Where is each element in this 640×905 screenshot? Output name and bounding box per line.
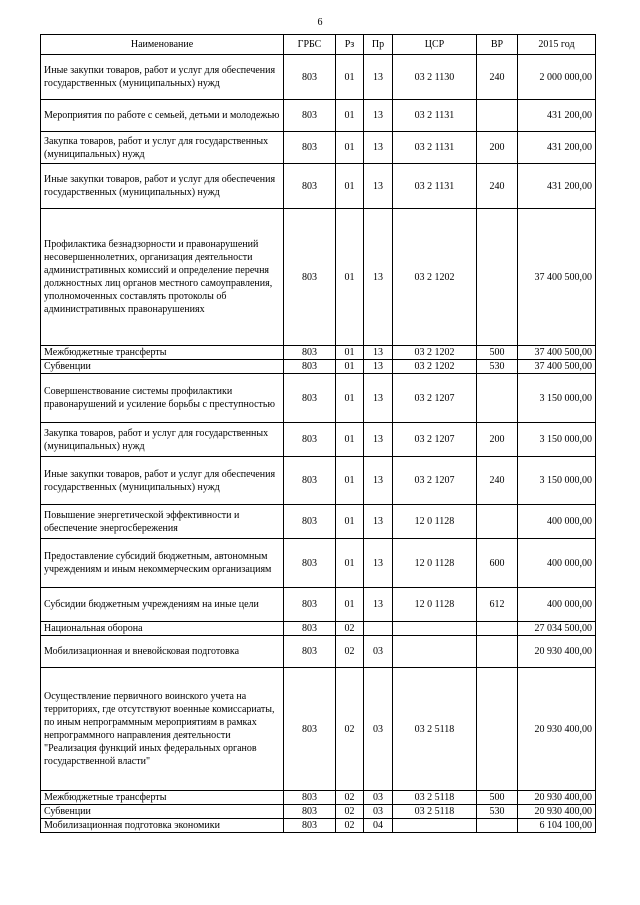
cell-grbs: 803 — [284, 374, 336, 423]
cell-amount: 37 400 500,00 — [518, 346, 596, 360]
cell-rz: 01 — [336, 164, 364, 209]
cell-name: Осуществление первичного воинского учета на территориях, где отсутствуют военные комиссариаты, по иным непрограммным мероприятиям в рамках непрограммного направления деятельности "Реализация функций иных федеральных органов государственной власти" — [41, 668, 284, 791]
cell-amount: 6 104 100,00 — [518, 819, 596, 833]
cell-amount: 3 150 000,00 — [518, 374, 596, 423]
cell-csr: 03 2 5118 — [393, 805, 477, 819]
cell-rz: 01 — [336, 423, 364, 457]
cell-name: Мероприятия по работе с семьей, детьми и молодежью — [41, 100, 284, 132]
cell-name: Межбюджетные трансферты — [41, 791, 284, 805]
cell-vr: 240 — [477, 55, 518, 100]
cell-name: Мобилизационная подготовка экономики — [41, 819, 284, 833]
table-header-row — [41, 35, 596, 55]
header-year: 2015 год — [518, 35, 596, 55]
cell-vr — [477, 374, 518, 423]
cell-csr: 03 2 5118 — [393, 668, 477, 791]
cell-amount: 20 930 400,00 — [518, 805, 596, 819]
cell-name: Субвенции — [41, 360, 284, 374]
page-number: 6 — [317, 17, 323, 28]
cell-amount: 400 000,00 — [518, 539, 596, 588]
cell-grbs: 803 — [284, 209, 336, 346]
cell-name: Иные закупки товаров, работ и услуг для обеспечения государственных (муниципальных) нужд — [41, 164, 284, 209]
table-row — [41, 457, 596, 505]
cell-csr — [393, 819, 477, 833]
cell-pr: 13 — [364, 55, 393, 100]
cell-vr — [477, 505, 518, 539]
cell-pr: 13 — [364, 539, 393, 588]
cell-vr: 240 — [477, 457, 518, 505]
table-row — [41, 805, 596, 819]
table-row — [41, 668, 596, 791]
cell-pr: 13 — [364, 164, 393, 209]
cell-name: Совершенствование системы профилактики правонарушений и усиление борьбы с преступностью — [41, 374, 284, 423]
cell-vr: 530 — [477, 360, 518, 374]
cell-vr: 240 — [477, 164, 518, 209]
table-row — [41, 539, 596, 588]
cell-csr: 03 2 1131 — [393, 100, 477, 132]
header-csr: ЦСР — [393, 35, 477, 55]
cell-grbs: 803 — [284, 360, 336, 374]
cell-vr: 612 — [477, 588, 518, 622]
cell-csr: 03 2 5118 — [393, 791, 477, 805]
table-row — [41, 164, 596, 209]
header-pr: Пр — [364, 35, 393, 55]
cell-amount: 431 200,00 — [518, 132, 596, 164]
cell-amount: 3 150 000,00 — [518, 457, 596, 505]
cell-grbs: 803 — [284, 539, 336, 588]
cell-rz: 01 — [336, 55, 364, 100]
cell-pr: 03 — [364, 805, 393, 819]
cell-grbs: 803 — [284, 505, 336, 539]
header-grbs: ГРБС — [284, 35, 336, 55]
table-row — [41, 360, 596, 374]
cell-rz: 01 — [336, 132, 364, 164]
cell-csr — [393, 622, 477, 636]
cell-pr: 03 — [364, 791, 393, 805]
cell-amount: 37 400 500,00 — [518, 209, 596, 346]
table-row — [41, 505, 596, 539]
cell-pr — [364, 622, 393, 636]
cell-pr: 13 — [364, 374, 393, 423]
cell-rz: 02 — [336, 636, 364, 668]
cell-vr: 500 — [477, 346, 518, 360]
cell-grbs: 803 — [284, 100, 336, 132]
cell-rz: 02 — [336, 819, 364, 833]
cell-grbs: 803 — [284, 55, 336, 100]
cell-vr — [477, 209, 518, 346]
cell-pr: 13 — [364, 457, 393, 505]
cell-amount: 2 000 000,00 — [518, 55, 596, 100]
cell-csr: 12 0 1128 — [393, 588, 477, 622]
cell-grbs: 803 — [284, 164, 336, 209]
table-row — [41, 791, 596, 805]
table-row — [41, 636, 596, 668]
cell-amount: 431 200,00 — [518, 164, 596, 209]
cell-amount: 20 930 400,00 — [518, 668, 596, 791]
cell-vr: 500 — [477, 791, 518, 805]
budget-table — [40, 34, 596, 833]
table-row — [41, 55, 596, 100]
cell-pr: 13 — [364, 346, 393, 360]
header-name: Наименование — [41, 35, 284, 55]
cell-amount: 20 930 400,00 — [518, 636, 596, 668]
cell-rz: 02 — [336, 622, 364, 636]
cell-csr: 03 2 1202 — [393, 209, 477, 346]
cell-name: Межбюджетные трансферты — [41, 346, 284, 360]
cell-rz: 01 — [336, 209, 364, 346]
cell-amount: 20 930 400,00 — [518, 791, 596, 805]
cell-pr: 13 — [364, 132, 393, 164]
cell-vr: 600 — [477, 539, 518, 588]
cell-vr — [477, 636, 518, 668]
table-row — [41, 588, 596, 622]
cell-pr: 03 — [364, 668, 393, 791]
cell-vr — [477, 100, 518, 132]
cell-csr: 03 2 1202 — [393, 360, 477, 374]
cell-amount: 3 150 000,00 — [518, 423, 596, 457]
cell-rz: 02 — [336, 791, 364, 805]
table-row — [41, 819, 596, 833]
cell-grbs: 803 — [284, 805, 336, 819]
cell-name: Мобилизационная и вневойсковая подготовка — [41, 636, 284, 668]
cell-pr: 13 — [364, 360, 393, 374]
cell-vr — [477, 819, 518, 833]
cell-csr: 03 2 1131 — [393, 164, 477, 209]
cell-csr: 03 2 1207 — [393, 457, 477, 505]
cell-grbs: 803 — [284, 668, 336, 791]
cell-vr: 200 — [477, 132, 518, 164]
cell-rz: 01 — [336, 505, 364, 539]
cell-rz: 01 — [336, 457, 364, 505]
cell-csr: 12 0 1128 — [393, 505, 477, 539]
cell-rz: 01 — [336, 360, 364, 374]
cell-name: Иные закупки товаров, работ и услуг для обеспечения государственных (муниципальных) нужд — [41, 457, 284, 505]
cell-csr — [393, 636, 477, 668]
cell-rz: 01 — [336, 588, 364, 622]
cell-rz: 01 — [336, 346, 364, 360]
cell-amount: 27 034 500,00 — [518, 622, 596, 636]
cell-vr — [477, 668, 518, 791]
cell-pr: 13 — [364, 423, 393, 457]
cell-pr: 13 — [364, 100, 393, 132]
cell-csr: 12 0 1128 — [393, 539, 477, 588]
cell-csr: 03 2 1207 — [393, 374, 477, 423]
cell-name: Предоставление субсидий бюджетным, автономным учреждениям и иным некоммерческим организациям — [41, 539, 284, 588]
table-row — [41, 423, 596, 457]
cell-pr: 03 — [364, 636, 393, 668]
cell-csr: 03 2 1202 — [393, 346, 477, 360]
cell-grbs: 803 — [284, 791, 336, 805]
cell-amount: 431 200,00 — [518, 100, 596, 132]
cell-name: Повышение энергетической эффективности и обеспечение энергосбережения — [41, 505, 284, 539]
cell-csr: 03 2 1131 — [393, 132, 477, 164]
cell-name: Субвенции — [41, 805, 284, 819]
cell-name: Закупка товаров, работ и услуг для государственных (муниципальных) нужд — [41, 423, 284, 457]
cell-amount: 400 000,00 — [518, 588, 596, 622]
table-row — [41, 346, 596, 360]
cell-rz: 01 — [336, 374, 364, 423]
cell-name: Иные закупки товаров, работ и услуг для обеспечения государственных (муниципальных) нужд — [41, 55, 284, 100]
header-vr: ВР — [477, 35, 518, 55]
cell-grbs: 803 — [284, 588, 336, 622]
cell-rz: 02 — [336, 668, 364, 791]
cell-pr: 04 — [364, 819, 393, 833]
cell-pr: 13 — [364, 505, 393, 539]
cell-grbs: 803 — [284, 132, 336, 164]
table-row — [41, 100, 596, 132]
cell-rz: 02 — [336, 805, 364, 819]
cell-pr: 13 — [364, 588, 393, 622]
cell-grbs: 803 — [284, 346, 336, 360]
cell-grbs: 803 — [284, 819, 336, 833]
table-row — [41, 209, 596, 346]
cell-vr — [477, 622, 518, 636]
cell-vr: 530 — [477, 805, 518, 819]
cell-name: Профилактика безнадзорности и правонарушений несовершеннолетних, организация деятельности административных комиссий и определение перечня должностных лиц органов местного самоуправления, уполномоченных составлять протоколы об административных правонарушениях — [41, 209, 284, 346]
cell-name: Субсидии бюджетным учреждениям на иные цели — [41, 588, 284, 622]
table-row — [41, 132, 596, 164]
cell-vr: 200 — [477, 423, 518, 457]
table-row — [41, 374, 596, 423]
cell-name: Закупка товаров, работ и услуг для государственных (муниципальных) нужд — [41, 132, 284, 164]
cell-amount: 37 400 500,00 — [518, 360, 596, 374]
cell-rz: 01 — [336, 100, 364, 132]
cell-csr: 03 2 1207 — [393, 423, 477, 457]
cell-grbs: 803 — [284, 457, 336, 505]
cell-rz: 01 — [336, 539, 364, 588]
cell-grbs: 803 — [284, 622, 336, 636]
cell-amount: 400 000,00 — [518, 505, 596, 539]
cell-name: Национальная оборона — [41, 622, 284, 636]
header-rz: Рз — [336, 35, 364, 55]
cell-pr: 13 — [364, 209, 393, 346]
cell-csr: 03 2 1130 — [393, 55, 477, 100]
table-row — [41, 622, 596, 636]
cell-grbs: 803 — [284, 636, 336, 668]
cell-grbs: 803 — [284, 423, 336, 457]
